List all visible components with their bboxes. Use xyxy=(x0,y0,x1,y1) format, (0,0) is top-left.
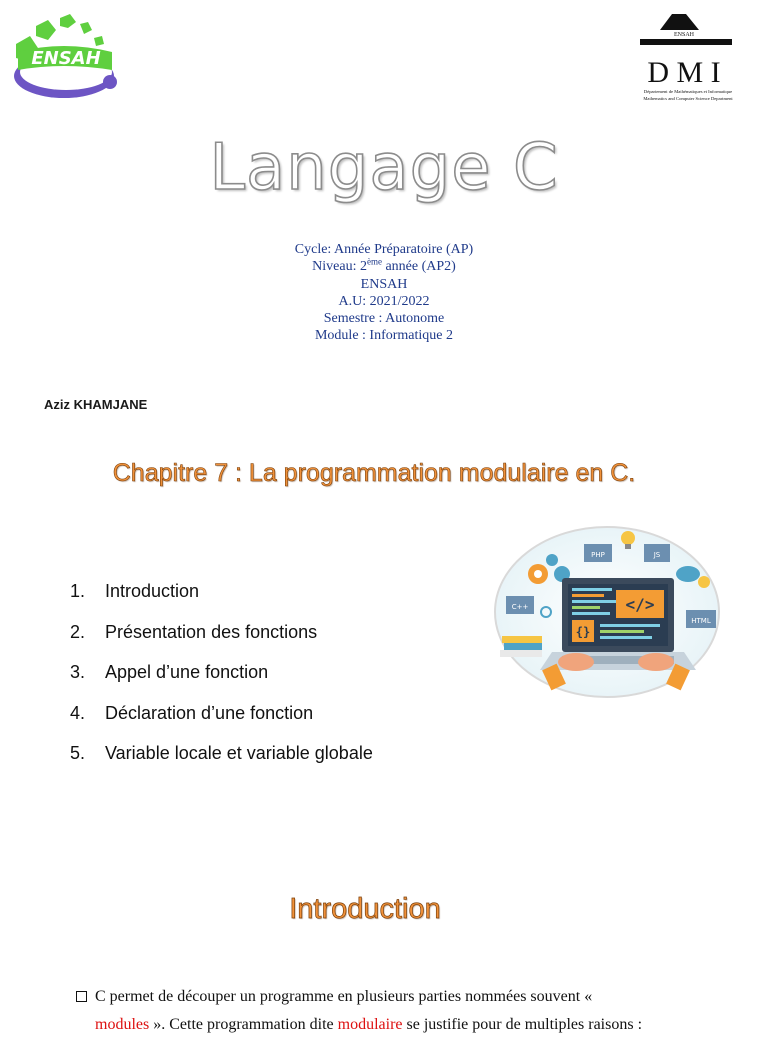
illustration-tag-js: JS xyxy=(653,551,661,559)
toc-item-label: Déclaration d’une fonction xyxy=(105,702,314,723)
illustration-tag-php: PHP xyxy=(591,551,605,559)
paragraph-text-2: ». Cette programmation dite xyxy=(149,1016,338,1033)
paragraph-line-2 xyxy=(76,1011,736,1039)
toc-item xyxy=(70,700,373,741)
toc-item xyxy=(70,740,373,781)
author-name: Aziz KHAMJANE xyxy=(44,397,148,412)
toc-item-number: 2. xyxy=(70,621,86,642)
section-title: Introduction xyxy=(289,893,441,925)
dmi-logo-top: ENSAH xyxy=(673,32,695,38)
toc-item-number: 3. xyxy=(70,662,86,682)
info-niveau-prefix: Niveau: 2 xyxy=(312,259,367,275)
toc-item xyxy=(70,659,373,700)
dmi-logo-letters: D M I xyxy=(647,56,721,89)
info-niveau-suffix: année (AP2) xyxy=(381,259,456,275)
cloud-icon xyxy=(676,566,700,582)
paragraph-text-1: C permet de découper un programme en plusieurs parties nommées souvent « xyxy=(95,988,593,1005)
keyword-modules: modules xyxy=(95,1016,150,1033)
info-academic-year: A.U: 2021/2022 xyxy=(338,293,430,309)
toc-item-number: 1. xyxy=(70,581,86,601)
toc-item-label: Introduction xyxy=(105,581,200,601)
toc-item xyxy=(70,578,373,619)
intro-paragraph xyxy=(76,983,736,1039)
illustration-tag-braces: {} xyxy=(575,625,591,639)
dmi-logo-sub1: Département de Mathématiques et Informatique xyxy=(643,89,733,94)
programming-illustration xyxy=(492,524,722,700)
info-semester: Semestre : Autonome xyxy=(323,311,445,327)
lightbulb-icon xyxy=(621,531,635,545)
page-title: Langage C xyxy=(209,131,559,205)
ensah-logo xyxy=(8,12,120,104)
table-of-contents xyxy=(70,578,373,781)
toc-item-number: 5. xyxy=(70,743,86,763)
info-school: ENSAH xyxy=(360,276,408,292)
toc-item-label: Présentation des fonctions xyxy=(105,621,318,642)
toc-item-label: Variable locale et variable globale xyxy=(105,743,373,763)
toc-item-number: 4. xyxy=(70,702,86,723)
info-niveau-sup: ème xyxy=(366,256,382,267)
illustration-tag-code: </> xyxy=(625,595,655,614)
keyword-modulaire: modulaire xyxy=(337,1016,403,1033)
hand-left xyxy=(558,653,594,671)
illustration-tag-html: HTML xyxy=(691,617,711,625)
course-info xyxy=(0,241,768,345)
illustration-tag-cpp: C++ xyxy=(511,603,529,611)
dmi-logo-sub2: Mathematics and Computer Science Department xyxy=(643,96,733,101)
chapter-title: Chapitre 7 : La programmation modulaire en C. xyxy=(112,459,636,487)
dmi-logo xyxy=(616,12,752,108)
info-module: Module : Informatique 2 xyxy=(314,328,454,344)
toc-item xyxy=(70,619,373,660)
ensah-logo-text: ENSAH xyxy=(31,48,101,69)
info-niveau xyxy=(0,258,768,275)
paragraph-text-3: se justifie pour de multiples raisons : xyxy=(402,1016,643,1033)
paragraph-line-1 xyxy=(76,983,736,1011)
hand-right xyxy=(638,653,674,671)
info-cycle: Cycle: Année Préparatoire (AP) xyxy=(294,242,474,257)
checkbox-bullet-icon xyxy=(76,991,87,1002)
toc-item-label: Appel d’une fonction xyxy=(105,662,269,682)
